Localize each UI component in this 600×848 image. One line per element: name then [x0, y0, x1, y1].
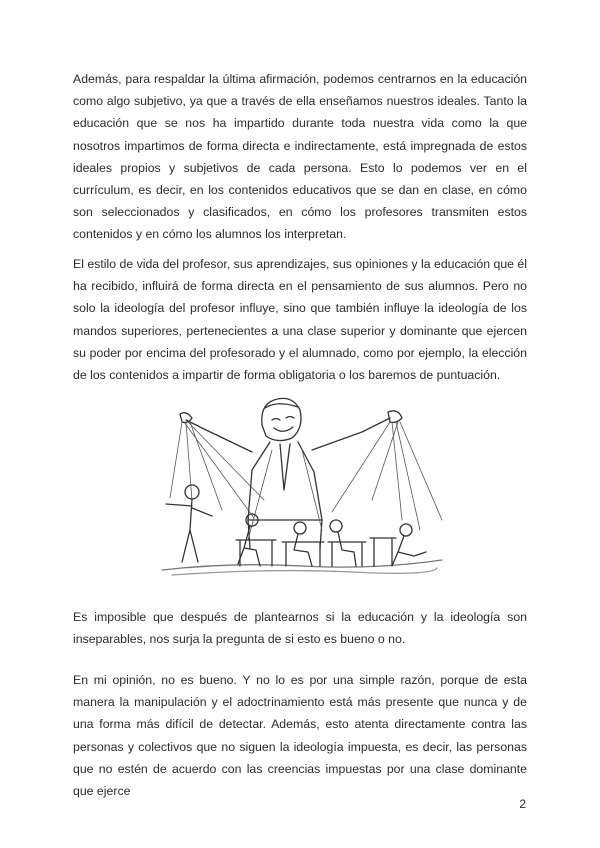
puppeteer-illustration — [152, 380, 449, 580]
paragraph-4: En mi opinión, no es bueno. Y no lo es por una simple razón, porque de esta manera la manipulación y el adoctrinamiento está más presente que nunca y de una forma más difícil de detectar. Además, esto atenta directamente contra las personas y colectivos que no siguen la ideología impuesta, es decir, las personas que no estén de acuerdo con las creencias impuestas por una clase dominante que ejerce — [73, 673, 527, 799]
student-standing — [166, 485, 212, 562]
page-number: 2 — [519, 797, 526, 811]
student-desk-2 — [282, 522, 324, 566]
paragraph-3: Es imposible que después de plantearnos si la educación y la ideología son inseparables, nos surja la pregunta de si esto es bueno o no. — [73, 610, 527, 647]
student-desk-3 — [328, 520, 366, 566]
student-desk-1 — [236, 514, 276, 566]
paragraph-1: Además, para respaldar la última afirmación, podemos centrarnos en la educación como algo subjetivo, ya que a través de ella enseñamos nuestros ideales. Tanto la educación que se nos ha impartido durante toda nuestra vida como la que nosotros impartimos de forma directa e indirectamente, está impregnada de estos ideales propios y subjetivos de cada persona. Esto lo podemos ver en el currículum, es decir, en los contenidos educativos que se dan en clase, en cómo son seleccionados y clasificados, en cómo los profesores transmiten estos contenidos y en cómo los alumnos los interpretan. — [73, 72, 527, 242]
paragraph-2: El estilo de vida del profesor, sus aprendizajes, sus opiniones y la educación que él ha recibido, influirá de forma directa en el pensamiento de sus alumnos. Pero no solo la ideología del profesor influye, sino que también influye la ideología de los mandos superiores, pertenecientes a una clase superior y dominante que ejercen su poder por encima del profesorado y el alumnado, como por ejemplo, la elección de los contenidos a impartir de forma obligatoria o los baremos de puntuación. — [73, 257, 527, 383]
puppeteer-figure — [180, 398, 402, 548]
student-desk-4 — [370, 524, 426, 566]
